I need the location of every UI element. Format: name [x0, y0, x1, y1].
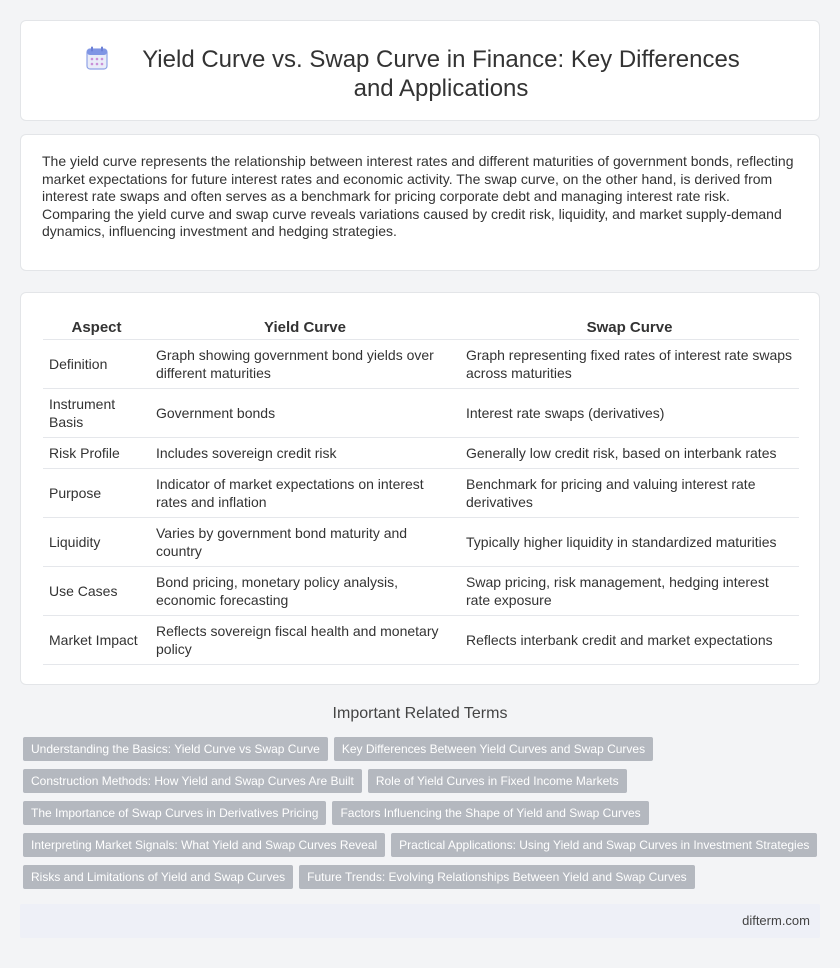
related-term-link[interactable]: Interpreting Market Signals: What Yield and Swap Curves Reveal [23, 833, 385, 857]
cell-swap: Graph representing fixed rates of interest rate swaps across maturities [460, 339, 799, 388]
cell-yield: Reflects sovereign fiscal health and monetary policy [150, 615, 460, 664]
related-term-link[interactable]: Role of Yield Curves in Fixed Income Markets [368, 769, 627, 793]
cell-swap: Swap pricing, risk management, hedging interest rate exposure [460, 566, 799, 615]
comparison-table [43, 313, 799, 665]
related-term-link[interactable]: Key Differences Between Yield Curves and Swap Curves [334, 737, 653, 761]
cell-yield: Government bonds [150, 388, 460, 437]
page-title: Yield Curve vs. Swap Curve in Finance: Key Differences and Applications [142, 46, 740, 102]
cell-aspect: Market Impact [43, 615, 150, 664]
cell-aspect: Risk Profile [43, 437, 150, 468]
header-yield-curve: Yield Curve [150, 313, 460, 339]
related-terms-list [23, 737, 823, 897]
cell-aspect: Purpose [43, 468, 150, 517]
related-term-link[interactable]: Risks and Limitations of Yield and Swap Curves [23, 865, 293, 889]
cell-swap: Generally low credit risk, based on interbank rates [460, 437, 799, 468]
related-term-link[interactable]: Understanding the Basics: Yield Curve vs Swap Curve [23, 737, 328, 761]
cell-swap: Interest rate swaps (derivatives) [460, 388, 799, 437]
table-header-row [43, 313, 799, 339]
cell-swap: Benchmark for pricing and valuing interest rate derivatives [460, 468, 799, 517]
intro-paragraph: The yield curve represents the relationship between interest rates and different maturities of government bonds, reflecting market expectations for future interest rates and economic activity. The swap curve, on the other hand, is derived from interest rate swaps and often serves as a benchmark for pricing corporate debt and managing interest rate risk. Comparing the yield curve and swap curve reveals variations caused by credit risk, liquidity, and market supply-demand dynamics, influencing investment and hedging strategies. [42, 153, 794, 240]
related-terms-heading: Important Related Terms [332, 705, 508, 722]
cell-yield: Indicator of market expectations on interest rates and inflation [150, 468, 460, 517]
cell-yield: Graph showing government bond yields over different maturities [150, 339, 460, 388]
header-swap-curve: Swap Curve [460, 313, 799, 339]
table-row [43, 566, 799, 615]
table-row [43, 437, 799, 468]
cell-swap: Typically higher liquidity in standardized maturities [460, 517, 799, 566]
comparison-table-card [20, 292, 820, 685]
table-row [43, 468, 799, 517]
cell-aspect: Instrument Basis [43, 388, 150, 437]
header-aspect: Aspect [43, 313, 150, 339]
cell-aspect: Definition [43, 339, 150, 388]
footer [20, 904, 820, 938]
cell-yield: Includes sovereign credit risk [150, 437, 460, 468]
related-term-link[interactable]: Factors Influencing the Shape of Yield and Swap Curves [332, 801, 648, 825]
cell-aspect: Use Cases [43, 566, 150, 615]
related-term-link[interactable]: Future Trends: Evolving Relationships Between Yield and Swap Curves [299, 865, 695, 889]
cell-yield: Varies by government bond maturity and country [150, 517, 460, 566]
related-term-link[interactable]: Practical Applications: Using Yield and Swap Curves in Investment Strategies [391, 833, 817, 857]
header-card [20, 20, 820, 121]
cell-aspect: Liquidity [43, 517, 150, 566]
table-row [43, 517, 799, 566]
footer-site-name: difterm.com [742, 913, 810, 928]
related-term-link[interactable]: The Importance of Swap Curves in Derivatives Pricing [23, 801, 326, 825]
table-row [43, 615, 799, 664]
cell-yield: Bond pricing, monetary policy analysis, economic forecasting [150, 566, 460, 615]
table-row [43, 339, 799, 388]
table-row [43, 388, 799, 437]
intro-card [20, 134, 820, 271]
cell-swap: Reflects interbank credit and market expectations [460, 615, 799, 664]
related-term-link[interactable]: Construction Methods: How Yield and Swap Curves Are Built [23, 769, 362, 793]
